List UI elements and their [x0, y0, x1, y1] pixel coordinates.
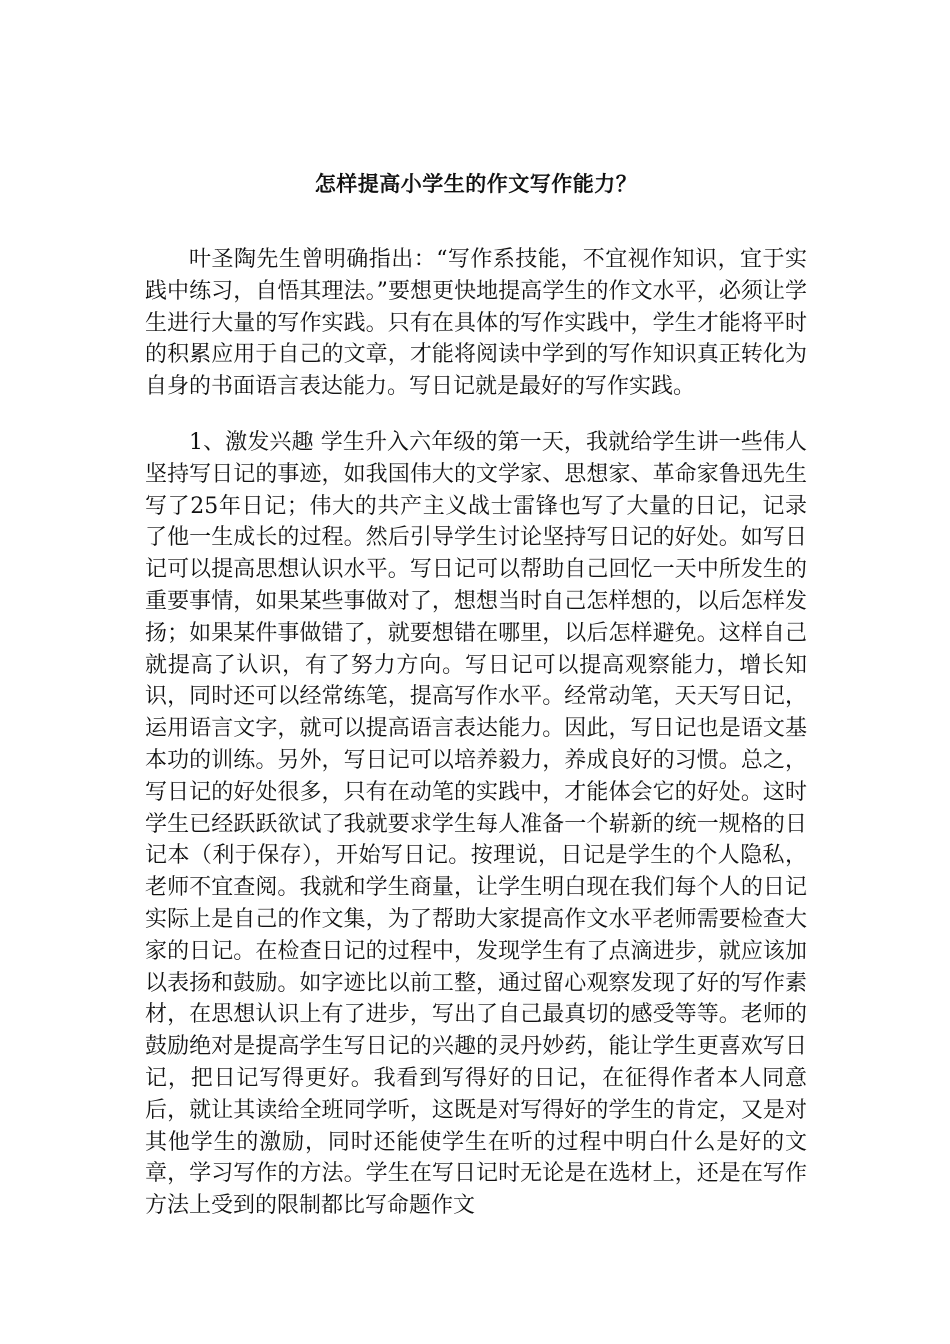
paragraph-section-1: 1、激发兴趣 学生升入六年级的第一天，我就给学生讲一些伟人坚持写日记的事迹，如我国伟大的文学家、思想家、革命家鲁迅先生写了25年日记；伟大的共产主义战士雷锋也写了大量的日记，记录了他一生成长的过程。然后引导学生讨论坚持写日记的好处。如写日记可以提高思想认识水平。写日记可以帮助自己回忆一天中所发生的重要事情，如果某些事做对了，想想当时自己怎样想的，以后怎样发扬；如果某件事做错了，就要想错在哪里，以后怎样避免。这样自己就提高了认识，有了努力方向。写日记可以提高观察能力，增长知识，同时还可以经常练笔，提高写作水平。经常动笔，天天写日记，运用语言文字，就可以提高语言表达能力。因此，写日记也是语文基本功的训练。另外，写日记可以培养毅力，养成良好的习惯。总之，写日记的好处很多，只有在动笔的实践中，才能体会它的好处。这时学生已经跃跃欲试了我就要求学生每人准备一个崭新的统一规格的日记本（利于保存），开始写日记。按理说，日记是学生的个人隐私，老师不宜查阅。我就和学生商量，让学生明白现在我们每个人的日记实际上是自己的作文集，为了帮助大家提高作文水平老师需要检查大家的日记。在检查日记的过程中，发现学生有了点滴进步，就应该加以表扬和鼓励。如字迹比以前工整，通过留心观察发现了好的写作素材，在思想认识上有了进步，写出了自己最真切的感受等等。老师的鼓励绝对是提高学生写日记的兴趣的灵丹妙药，能让学生更喜欢写日记，把日记写得更好。我看到写得好的日记，在征得作者本人同意后，就让其读给全班同学听，这既是对写得好的学生的肯定，又是对其他学生的激励，同时还能使学生在听的过程中明白什么是好的文章，学习写作的方法。学生在写日记时无论是在选材上，还是在写作方法上受到的限制都比写命题作文: [145, 429, 807, 1219]
paragraph-intro: 叶圣陶先生曾明确指出：“写作系技能，不宜视作知识，宜于实践中练习，自悟其理法。”要想更快地提高学生的作文水平，必须让学生进行大量的写作实践。只有在具体的写作实践中，学生才能将平时的积累应用于自己的文章，才能将阅读中学到的写作知识真正转化为自身的书面语言表达能力。写日记就是最好的写作实践。: [145, 247, 807, 400]
document-title: 怎样提高小学生的作文写作能力？: [314, 171, 638, 196]
document-page: [145, 168, 807, 1222]
